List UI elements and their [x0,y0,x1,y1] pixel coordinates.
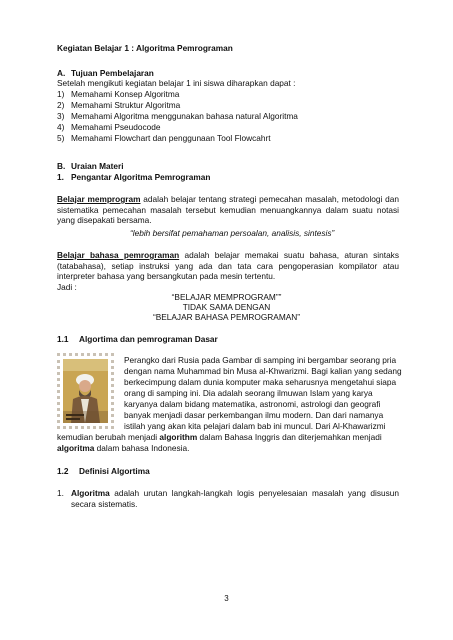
section-a-intro: Setelah mengikuti kegiatan belajar 1 ini siswa diharapkan dapat : [57,78,296,88]
khwarizmi-line: orang di samping ini. Dia adalah seorang ilmuwan Islam yang karya [124,388,373,398]
term-belajar-memprogram: Belajar memprogram [57,194,141,204]
objective-item [57,111,64,122]
definition-text [71,488,399,509]
text-segment: kemudian berubah menjadi [57,432,160,442]
text-segment: dalam bahasa Indonesia. [94,443,190,453]
term-algorithm: algorithm [159,432,198,442]
paragraph-belajar-bahasa [57,250,399,282]
khwarizmi-line [57,432,382,443]
text-segment: dalam Bahasa Inggris dan diterjemahkan menjadi [197,432,382,442]
khwarizmi-line: berkecimpung dalam dunia komputer maka seharusnya mengetahui siapa [124,377,397,387]
subsection-1-number: 1. [57,172,64,182]
slogan-line: TIDAK SAMA DENGAN [182,302,271,312]
khwarizmi-line: karyanya dalam bidang matematika, astronomi, astrologi dan geografi [124,399,381,409]
khwarizmi-line: dengan nama Muhammad bin Musa al-Khwarizmi. Bagi kalian yang sedang [124,366,402,376]
slogan-line: “BELAJAR BAHASA PEMROGRAMAN” [152,312,301,322]
objective-item [57,122,64,133]
stamp-artwork [63,359,108,423]
subsection-1-2-title: Definisi Algortima [79,466,150,476]
objective-number: 2) [57,100,65,110]
slogan-line: “BELAJAR MEMPROGRAM”” [171,292,282,302]
section-b-number: B. [57,161,66,171]
khwarizmi-line: banyak menjadi dasar perkembangan ilmu modern. Dan dari namanya [124,410,384,420]
objective-item [57,133,64,144]
objective-item [57,89,64,100]
definition-number: 1. [57,488,64,498]
objective-number: 5) [57,133,65,143]
subsection-1-title: Pengantar Algoritma Pemrograman [71,172,211,182]
objective-number: 3) [57,111,65,121]
page-title: Kegiatan Belajar 1 : Algoritma Pemrograman [57,43,233,53]
section-a-title: Tujuan Pembelajaran [71,68,154,78]
term-algoritma-definition: Algoritma [71,488,110,498]
objective-number: 4) [57,122,65,132]
khwarizmi-stamp-image [57,353,114,429]
page-number: 3 [224,594,229,603]
objective-text: Memahami Konsep Algoritma [71,89,180,99]
khwarizmi-line: istilah yang akan kita pelajari dalam bab ini muncul. Dari Al-Khawarizmi [124,421,386,431]
quote-text: “lebih bersifat pemahaman persoalan, analisis, sintesis” [130,228,335,238]
jadi-label: Jadi : [57,282,77,292]
objective-text: Memahami Pseudocode [71,122,161,132]
section-b-title: Uraian Materi [71,161,124,171]
text-segment: adalah urutan langkah-langkah logis penyelesaian masalah yang disusun secara sistematis. [71,488,399,509]
portrait-illustration [63,359,108,423]
paragraph-belajar-memprogram [57,194,399,226]
subsection-1-1-title: Algortima dan pemrograman Dasar [79,334,218,344]
khwarizmi-line: Perangko dari Rusia pada Gambar di samping ini bergambar seorang pria [124,355,397,365]
paragraph-text: adalah belajar memakai suatu bahasa, aturan sintaks (tatabahasa), setiap instruksi yang ada dan tata cara pengoperasian kompilator atau interpreter bahasa yang bersangkutan pada mesin tertentu. [57,250,399,281]
paragraph-text: adalah belajar tentang strategi pemecahan masalah, metodologi dan sistematika pemecahan masalah tersebut kemudian menuangkannya dalam suatu notasi yang disepakati bersama. [57,194,399,225]
subsection-1-2-number: 1.2 [57,466,69,476]
objective-text: Memahami Struktur Algoritma [71,100,181,110]
term-belajar-bahasa: Belajar bahasa pemrograman [57,250,180,260]
objective-text: Memahami Algoritma menggunakan bahasa natural Algoritma [71,111,298,121]
term-algoritma: algoritma [57,443,95,453]
objective-item [57,100,64,111]
subsection-1-1-number: 1.1 [57,334,69,344]
objective-text: Memahami Flowchart dan penggunaan Tool Flowcahrt [71,133,271,143]
objective-number: 1) [57,89,65,99]
khwarizmi-line [57,443,189,454]
section-a-number: A. [57,68,66,78]
